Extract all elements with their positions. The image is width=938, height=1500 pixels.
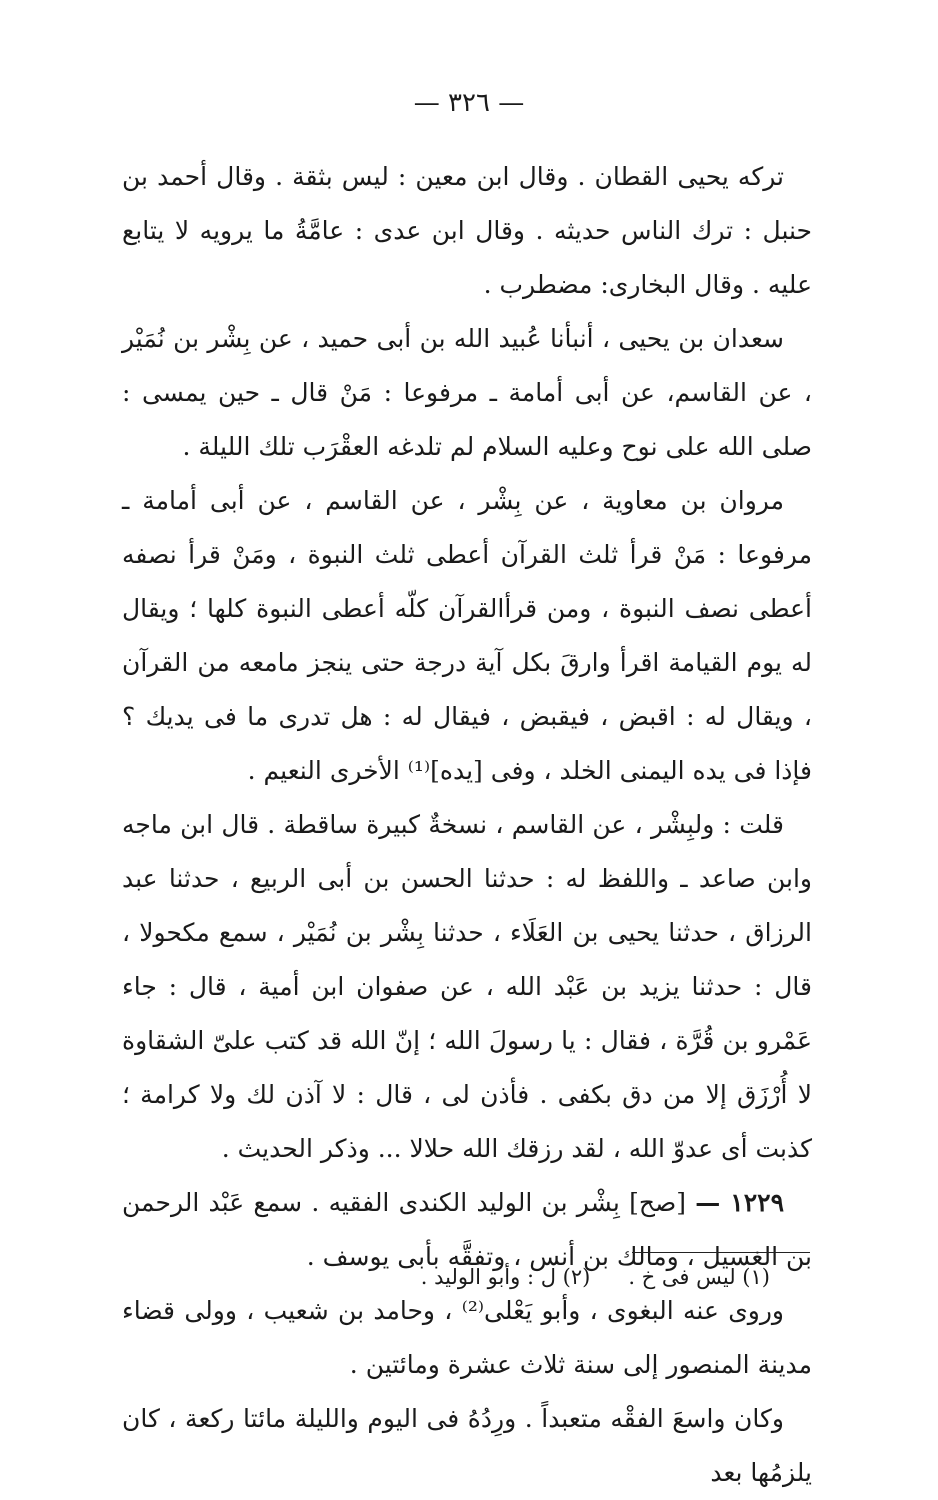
footnotes xyxy=(380,1262,770,1292)
paragraph-6: وروى عنه البغوى ، وأبو يَعْلى⁽²⁾ ، وحامد بن شعيب ، وولى قضاء مدينة المنصور إلى سنة ثلاث عشرة ومائتين . xyxy=(122,1296,812,1379)
paragraph-3: مروان بن معاوية ، عن بِشْر ، عن القاسم ، عن أبى أمامة ـ مرفوعا : مَنْ قرأ ثلث القرآن أعطى ثلث النبوة ، ومَنْ قرأ نصفه أعطى نصف النبوة ، ومن قرأالقرآن كلّه أعطى النبوة كلها ؛ ويقال له يوم القيامة اقرأ وارقَ بكل آية درجة حتى ينجز مامعه من القرآن ، ويقال له : اقبض ، فيقبض ، فيقال له : هل تدرى ما فى يديك ؟ فإذا فى يده اليمنى الخلد ، وفى [يده]⁽¹⁾ الأخرى النعيم . xyxy=(122,486,812,785)
paragraph-2: سعدان بن يحيى ، أنبأنا عُبيد الله بن أبى حميد ، عن بِشْر بن نُمَيْر ، عن القاسم، عن أبى أمامة ـ مرفوعا : مَنْ قال ـ حين يمسى : صلى الله على نوح وعليه السلام لم تلدغه العقْرَب تلك الليلة . xyxy=(122,324,812,461)
page-number: — ٣٢٦ — xyxy=(413,88,525,118)
paragraph-1: تركه يحيى القطان . وقال ابن معين : ليس بثقة . وقال أحمد بن حنبل : ترك الناس حديثه . وقال ابن عدى : عامَّةُ ما يرويه لا يتابع عليه . وقال البخارى: مضطرب . xyxy=(122,162,812,299)
paragraph-7: وكان واسعَ الفقْه متعبداً . ورِدُهُ فى اليوم والليلة مائتا ركعة ، كان يلزمُها بعد xyxy=(122,1404,812,1487)
footnote-1: (١) ليس فى خ . xyxy=(628,1265,770,1289)
footnote-divider xyxy=(632,1252,810,1253)
paragraph-4: قلت : ولبِشْر ، عن القاسم ، نسخةٌ كبيرة ساقطة . قال ابن ماجه وابن صاعد ـ واللفظ له : حدثنا الحسن بن أبى الربيع ، حدثنا عبد الرزاق ، حدثنا يحيى بن العَلَاء ، حدثنا بِشْر بن نُمَيْر ، سمع مكحولا ، قال : حدثنا يزيد بن عَبْد الله ، عن صفوان ابن أمية ، قال : جاء عَمْرو بن قُرَّة ، فقال : يا رسولَ الله ؛ إنّ الله قد كتب علىّ الشقاوة لا أُرْزَق إلا من دق بكفى . فأذن لى ، قال : لا آذن لك ولا كرامة ؛ كذبت أى عدوّ الله ، لقد رزقك الله حلالا ... وذكر الحديث . xyxy=(122,810,812,1163)
entry-text: [صح] بِشْر بن الوليد الكندى الفقيه . سمع عَبْد الرحمن بن الغسيل ، ومالك بن أنس ، وتفقَّه بأبى يوسف . xyxy=(122,1188,812,1271)
footnote-2: (٢) ل : وأبو الوليد . xyxy=(420,1265,591,1289)
entry-number: ١٢٢٩ — xyxy=(695,1188,784,1217)
main-text xyxy=(122,150,812,1500)
